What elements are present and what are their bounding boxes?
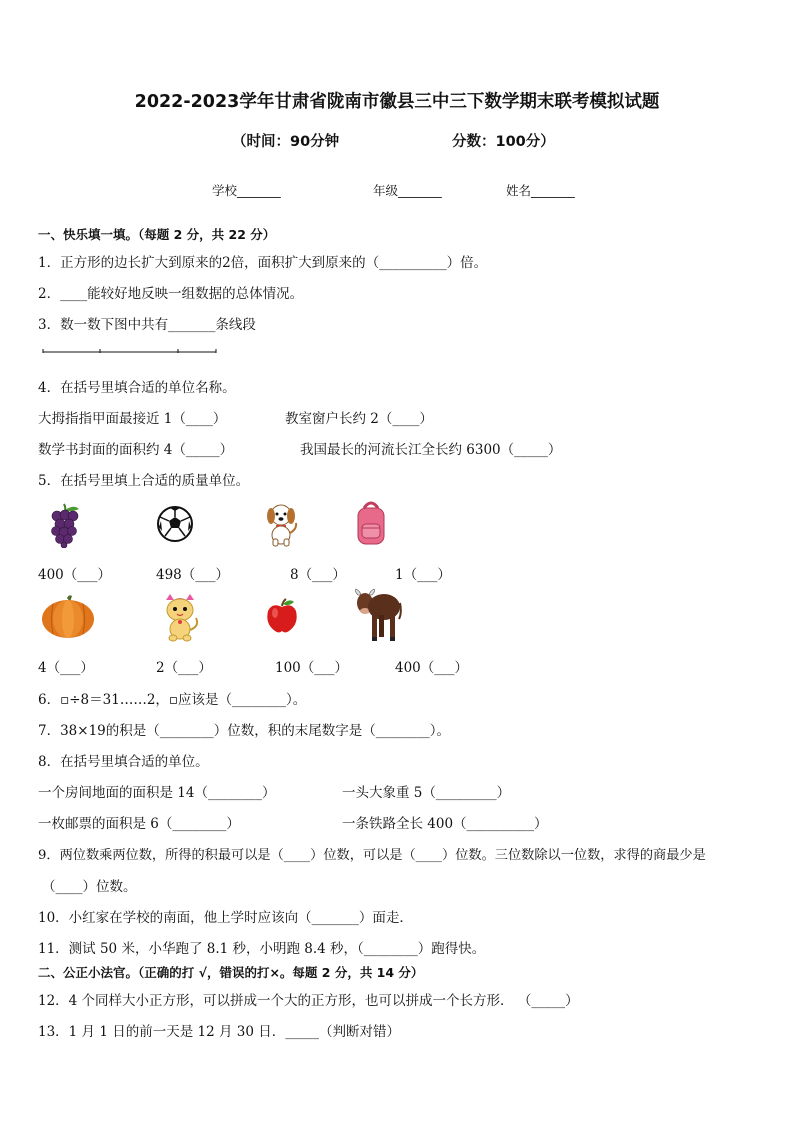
cow-icon [352, 587, 402, 645]
apple-icon [265, 598, 299, 634]
question-3: 3．数一数下图中共有_______条线段 [38, 317, 256, 333]
question-5: 5．在括号里填上合适的质量单位。 [38, 473, 250, 489]
question-8d: 一条铁路全长 400（__________） [342, 816, 548, 832]
question-8c: 一枚邮票的面积是 6（________） [38, 816, 240, 832]
question-10: 10．小红家在学校的南面，他上学时应该向（_______）面走． [38, 910, 413, 926]
question-8: 8．在括号里填合适的单位。 [38, 754, 209, 770]
question-7: 7．38×19的积是（________）位数，积的末尾数字是（________）。 [38, 723, 451, 739]
grade-field[interactable]: 年级_______ [373, 183, 442, 198]
line-segment-figure [42, 349, 217, 353]
school-field[interactable]: 学校_______ [212, 183, 281, 198]
weight-answer-4: 1（___） [395, 567, 451, 583]
question-1: 1．正方形的边长扩大到原来的2倍，面积扩大到原来的（__________）倍。 [38, 255, 488, 271]
weight-answer-5: 4（___） [38, 660, 94, 676]
section-2-heading: 二、公正小法官。（正确的打 √，错误的打×。每题 2 分，共 14 分） [38, 965, 424, 980]
weight-answer-2: 498（___） [156, 567, 230, 583]
question-4c: 数学书封面的面积约 4（_____） [38, 442, 234, 458]
question-12: 12．4 个同样大小正方形，可以拼成一个大的正方形，也可以拼成一个长方形． （_____） [38, 993, 579, 1009]
question-4b: 教室窗户长约 2（____） [285, 411, 433, 427]
weight-answer-1: 400（___） [38, 567, 112, 583]
question-4a: 大拇指指甲面最接近 1（____） [38, 411, 227, 427]
question-9-line-2: （____）位数。 [42, 879, 137, 895]
puppy-icon [262, 501, 300, 547]
question-11: 11．测试 50 米，小华跑了 8.1 秒，小明跑 8.4 秒，（________）跑得快。 [38, 941, 486, 957]
exam-time: （时间：90分钟 [232, 134, 340, 150]
question-6: 6．▫÷8＝31……2，▫应该是（________）。 [38, 692, 307, 708]
weight-answer-8: 400（___） [395, 660, 469, 676]
weight-answer-7: 100（___） [275, 660, 349, 676]
page-title: 2022-2023学年甘肃省陇南市徽县三中三下数学期末联考模拟试题 [134, 92, 660, 112]
question-4d: 我国最长的河流长江全长约 6300（_____） [300, 442, 562, 458]
question-8a: 一个房间地面的面积是 14（________） [38, 785, 276, 801]
question-2: 2．____能较好地反映一组数据的总体情况。 [38, 286, 304, 302]
pumpkin-icon [40, 592, 96, 640]
grapes-icon [48, 502, 82, 548]
name-field[interactable]: 姓名_______ [506, 183, 575, 198]
backpack-icon [354, 500, 388, 546]
section-1-heading: 一、快乐填一填。（每题 2 分，共 22 分） [38, 227, 276, 242]
exam-score: 分数：100分） [452, 134, 555, 150]
weight-answer-6: 2（___） [156, 660, 212, 676]
question-8b: 一头大象重 5（_________） [342, 785, 511, 801]
weight-answer-3: 8（___） [290, 567, 346, 583]
question-13: 13．1 月 1 日的前一天是 12 月 30 日．_____（判断对错） [38, 1024, 401, 1040]
question-9-line-1: 9．两位数乘两位数，所得的积最可以是（____）位数，可以是（____）位数。三位数除以一位数，求得的商最少是 [38, 848, 706, 863]
question-4: 4．在括号里填合适的单位名称。 [38, 380, 236, 396]
soccer-ball-icon [156, 505, 194, 543]
kitten-icon [158, 592, 202, 642]
